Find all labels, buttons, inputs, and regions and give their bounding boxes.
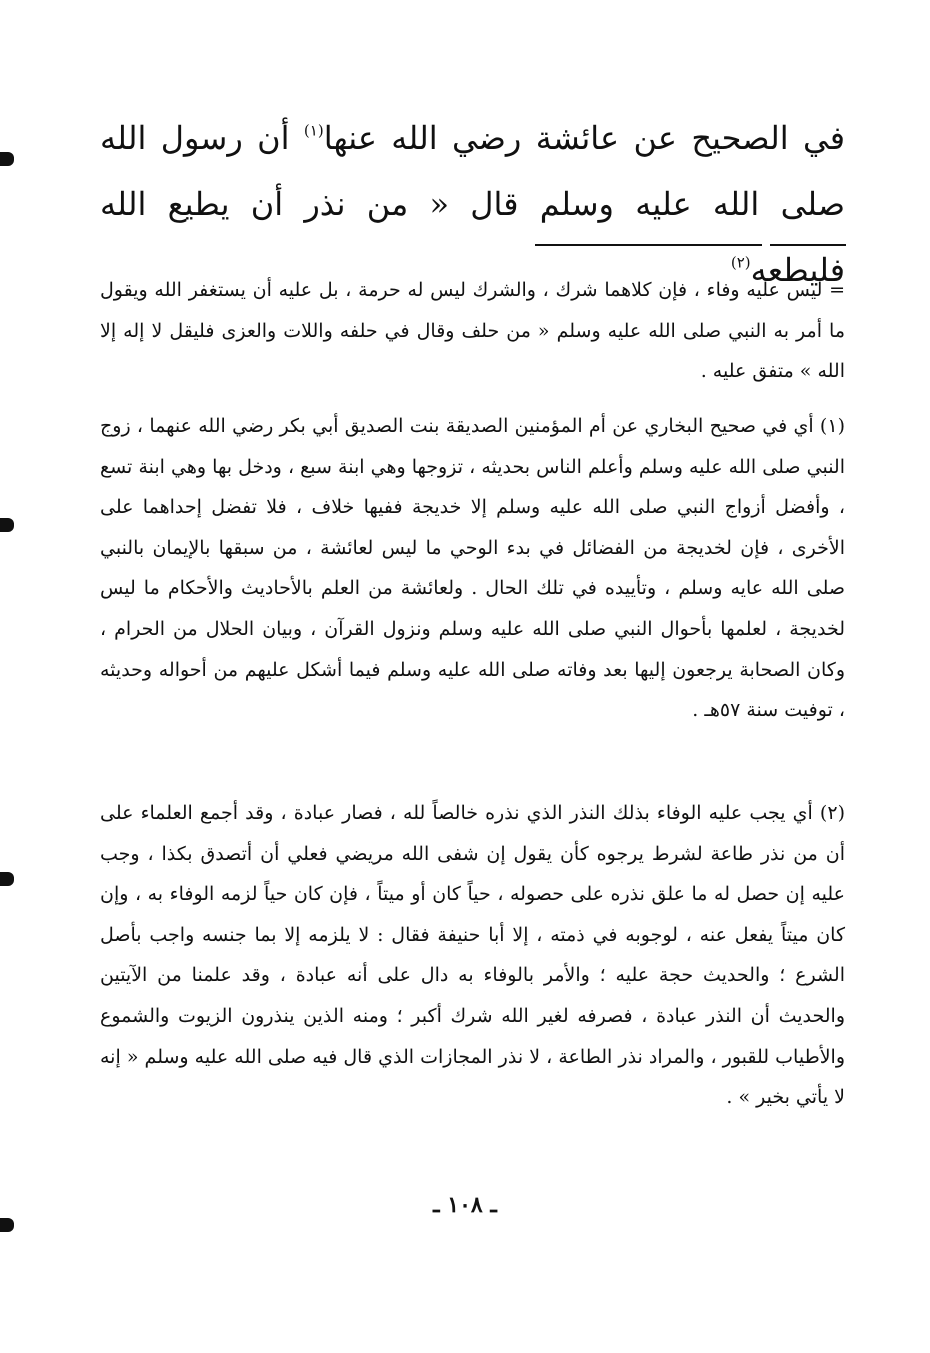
scan-edge-mark — [0, 152, 14, 166]
scan-edge-mark — [0, 518, 14, 532]
footnote-separator — [770, 244, 846, 246]
main-text-part2: أن رسول الله صلى الله عليه وسلم قال « من نذر أن يطيع الله فليطعه — [100, 119, 845, 289]
footnote-continuation: = ليس عليه وفاء ، فإن كلاهما شرك ، والشرك ليس له حرمة ، بل عليه أن يستغفر الله ويقول ما أمر به النبي صلى الله عليه وسلم « من حلف وقال في حلفه واللات والعزى فليقل لا إله إلا الله » متفق عليه . — [100, 279, 845, 383]
footnote-ref-1: (١) — [303, 121, 324, 140]
footnote-1: (١) أي في صحيح البخاري عن أم المؤمنين الصديقة بنت الصديق أبي بكر رضي الله عنهما ، زوج النبي صلى الله عليه وسلم وأعلم الناس بحديثه ، تزوجها وهي ابنة سبع ، ودخل بها وهي ابنة تسع ، وأفضل أزواج النبي صلى الله عليه وسلم إلا خديجة ففيها خلاف ، فلا تفضل إحداهما على الأخرى ، فإن لخديجة من الفضائل في بدء الوحي ما ليس لعائشة ، من سبقها بالإيمان بالنبي صلى الله عايه وسلم ، وتأييده في تلك الحال . ولعائشة من العلم بالأحاديث والأحكام ما ليس لخديجة ، لعلمها بأحوال النبي صلى الله عليه وسلم ونزول القرآن ، وبيان الحلال من الحرام ، وكان الصحابة يرجعون إليها بعد وفاته صلى الله عليه وسلم فيما أشكل عليهم من أحواله وحديثه ، توفيت سنة ٥٧هـ . — [100, 415, 845, 722]
footnote-ref-2: (٢) — [730, 253, 751, 272]
footnote-2: (٢) أي يجب عليه الوفاء بذلك النذر الذي نذره خالصاً لله ، فصار عبادة ، وقد أجمع العلماء على أن من نذر طاعة لشرط يرجوه كأن يقول إن شفى الله مريضي فعلي أن أتصدق بكذا ، وجب عليه إن حصل له ما علق نذره على حصوله ، حياً كان أو ميتاً ، فإن كان حياً لزمه الوفاء به ، وإن كان ميتاً يفعل عنه ، لوجوبه في ذمته ، إلا أبا حنيفة فقال : لا يلزمه إلا بما جنسه واجب بأصل الشرع ؛ والحديث حجة عليه ؛ والأمر بالوفاء به دال على أنه عبادة ، وقد علمنا من الآيتين والحديث أن النذر عبادة ، فصرفه لغير الله شرك أكبر ؛ ومنه الذين ينذرون الزيوت والشموع والأطياب للقبور ، والمراد نذر الطاعة ، لا نذر المجازات الذي قال فيه صلى الله عليه وسلم « إنه لا يأتي بخير » . — [100, 802, 845, 1109]
page-number: ـ ١٠٨ ـ — [433, 1192, 497, 1218]
main-text-part1: في الصحيح عن عائشة رضي الله عنها — [323, 119, 846, 157]
scan-edge-mark — [0, 1218, 14, 1232]
scan-edge-mark — [0, 872, 14, 886]
footnote-separator — [535, 244, 762, 246]
